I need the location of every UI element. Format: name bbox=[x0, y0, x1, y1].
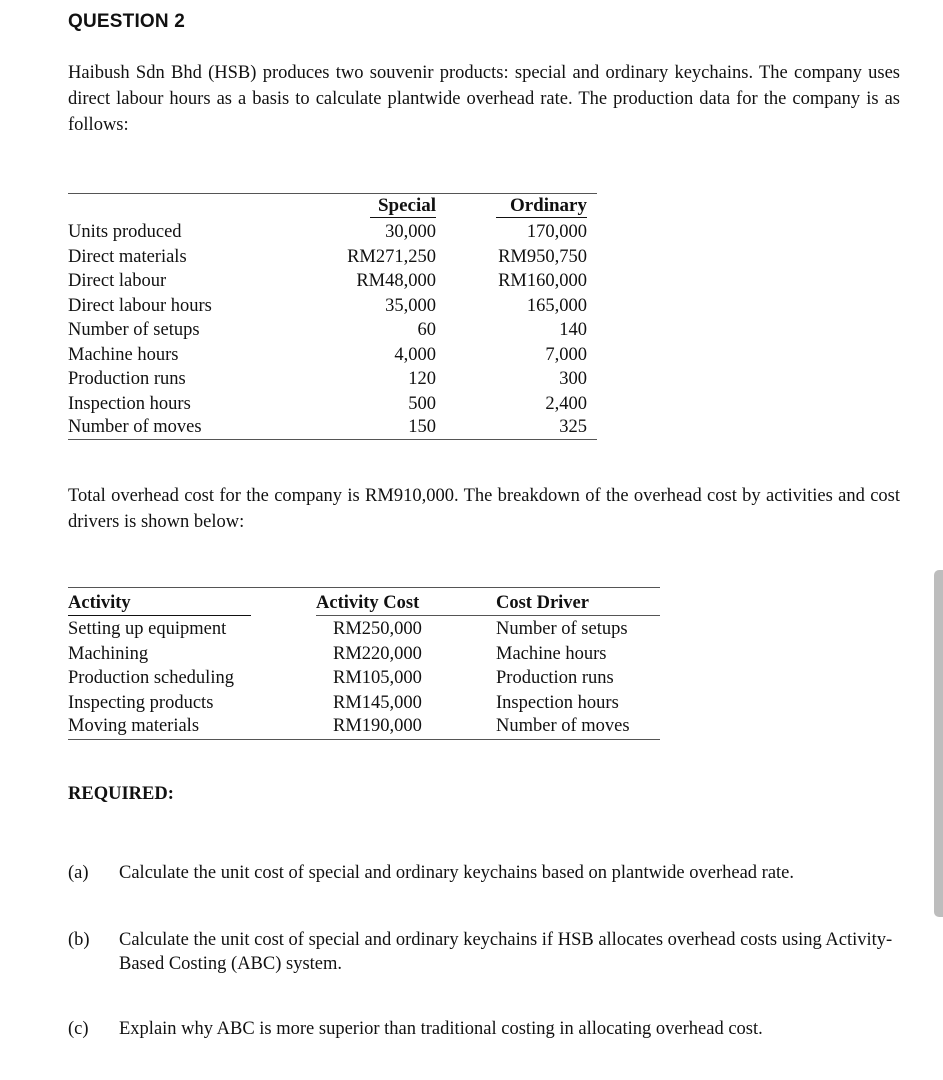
ordinary-value: 165,000 bbox=[526, 295, 587, 316]
table-top-rule bbox=[68, 587, 660, 588]
special-value: 4,000 bbox=[394, 344, 436, 365]
cost-driver: Machine hours bbox=[496, 643, 607, 664]
activity-name: Moving materials bbox=[68, 716, 200, 736]
special-value: 120 bbox=[408, 369, 436, 389]
row-label: Direct labour hours bbox=[68, 295, 212, 316]
table-row bbox=[68, 245, 597, 270]
row-label: Number of setups bbox=[68, 320, 200, 340]
activity-name: Production scheduling bbox=[68, 668, 234, 688]
table-row bbox=[68, 642, 660, 667]
item-letter: (c) bbox=[68, 1019, 89, 1039]
activity-cost: RM190,000 bbox=[333, 716, 422, 736]
table-row bbox=[68, 392, 597, 417]
row-label: Machine hours bbox=[68, 344, 179, 365]
table-row bbox=[68, 318, 597, 343]
activity-cost: RM220,000 bbox=[333, 643, 422, 664]
overhead-paragraph: Total overhead cost for the company is RM910,000. The breakdown of the overhead cost by activities and cost drivers is shown below: bbox=[68, 486, 900, 532]
row-label: Direct labour bbox=[68, 271, 167, 291]
row-label: Number of moves bbox=[68, 417, 202, 437]
table-bottom-rule bbox=[68, 439, 597, 440]
intro-paragraph: Haibush Sdn Bhd (HSB) produces two souvenir products: special and ordinary keychains. The company uses direct labour hours as a basis to calculate plantwide overhead rate. The production data for the company is as follows: bbox=[68, 63, 900, 135]
special-value: 35,000 bbox=[385, 295, 436, 316]
item-text: Calculate the unit cost of special and ordinary keychains based on plantwide overhead rate. bbox=[119, 863, 795, 883]
special-value: 500 bbox=[408, 393, 436, 414]
header-special: Special bbox=[370, 195, 436, 218]
item-letter: (a) bbox=[68, 863, 89, 883]
question-title: QUESTION 2 bbox=[68, 11, 186, 32]
activity-cost: RM145,000 bbox=[333, 692, 422, 713]
table-row bbox=[68, 617, 660, 642]
row-label: Units produced bbox=[68, 222, 182, 242]
ordinary-value: RM160,000 bbox=[498, 271, 587, 291]
activity-name: Machining bbox=[68, 643, 149, 664]
ordinary-value: 7,000 bbox=[545, 344, 587, 365]
item-text: Calculate the unit cost of special and ordinary keychains if HSB allocates overhead costs using Activity-Based Costing (ABC) system. bbox=[119, 930, 893, 974]
activity-name: Inspecting products bbox=[68, 692, 214, 713]
table-row bbox=[68, 220, 597, 245]
table-top-rule bbox=[68, 193, 597, 194]
cost-driver: Production runs bbox=[496, 668, 614, 688]
table-row bbox=[68, 343, 597, 368]
ordinary-value: 2,400 bbox=[545, 393, 587, 414]
ordinary-value: 170,000 bbox=[526, 222, 587, 242]
table-row bbox=[68, 714, 660, 739]
scrollbar[interactable] bbox=[934, 570, 943, 917]
special-value: 60 bbox=[417, 320, 436, 340]
ordinary-value: RM950,750 bbox=[498, 246, 587, 267]
activity-cost: RM105,000 bbox=[333, 668, 422, 688]
activity-cost: RM250,000 bbox=[333, 619, 422, 639]
table-row bbox=[68, 294, 597, 319]
special-value: 30,000 bbox=[385, 222, 436, 242]
row-label: Inspection hours bbox=[68, 393, 191, 414]
row-label: Direct materials bbox=[68, 246, 187, 267]
table-row bbox=[68, 666, 660, 691]
table-row bbox=[68, 415, 597, 440]
header-underline bbox=[316, 615, 660, 616]
required-heading: REQUIRED: bbox=[68, 784, 174, 804]
special-value: RM48,000 bbox=[356, 271, 436, 291]
header-cost-driver: Cost Driver bbox=[496, 593, 589, 613]
ordinary-value: 325 bbox=[559, 417, 587, 437]
ordinary-value: 300 bbox=[559, 369, 587, 389]
header-activity: Activity bbox=[68, 591, 251, 616]
item-letter: (b) bbox=[68, 930, 90, 950]
table-row bbox=[68, 269, 597, 294]
activity-name: Setting up equipment bbox=[68, 619, 227, 639]
header-ordinary: Ordinary bbox=[496, 195, 587, 218]
table-row bbox=[68, 691, 660, 716]
header-activity-cost: Activity Cost bbox=[316, 593, 420, 613]
table-bottom-rule bbox=[68, 739, 660, 740]
table-row bbox=[68, 367, 597, 392]
cost-driver: Inspection hours bbox=[496, 692, 619, 713]
special-value: RM271,250 bbox=[347, 246, 436, 267]
cost-driver: Number of setups bbox=[496, 619, 628, 639]
ordinary-value: 140 bbox=[559, 320, 587, 340]
row-label: Production runs bbox=[68, 369, 186, 389]
item-text: Explain why ABC is more superior than traditional costing in allocating overhead cost. bbox=[119, 1019, 763, 1039]
cost-driver: Number of moves bbox=[496, 716, 630, 736]
special-value: 150 bbox=[408, 417, 436, 437]
